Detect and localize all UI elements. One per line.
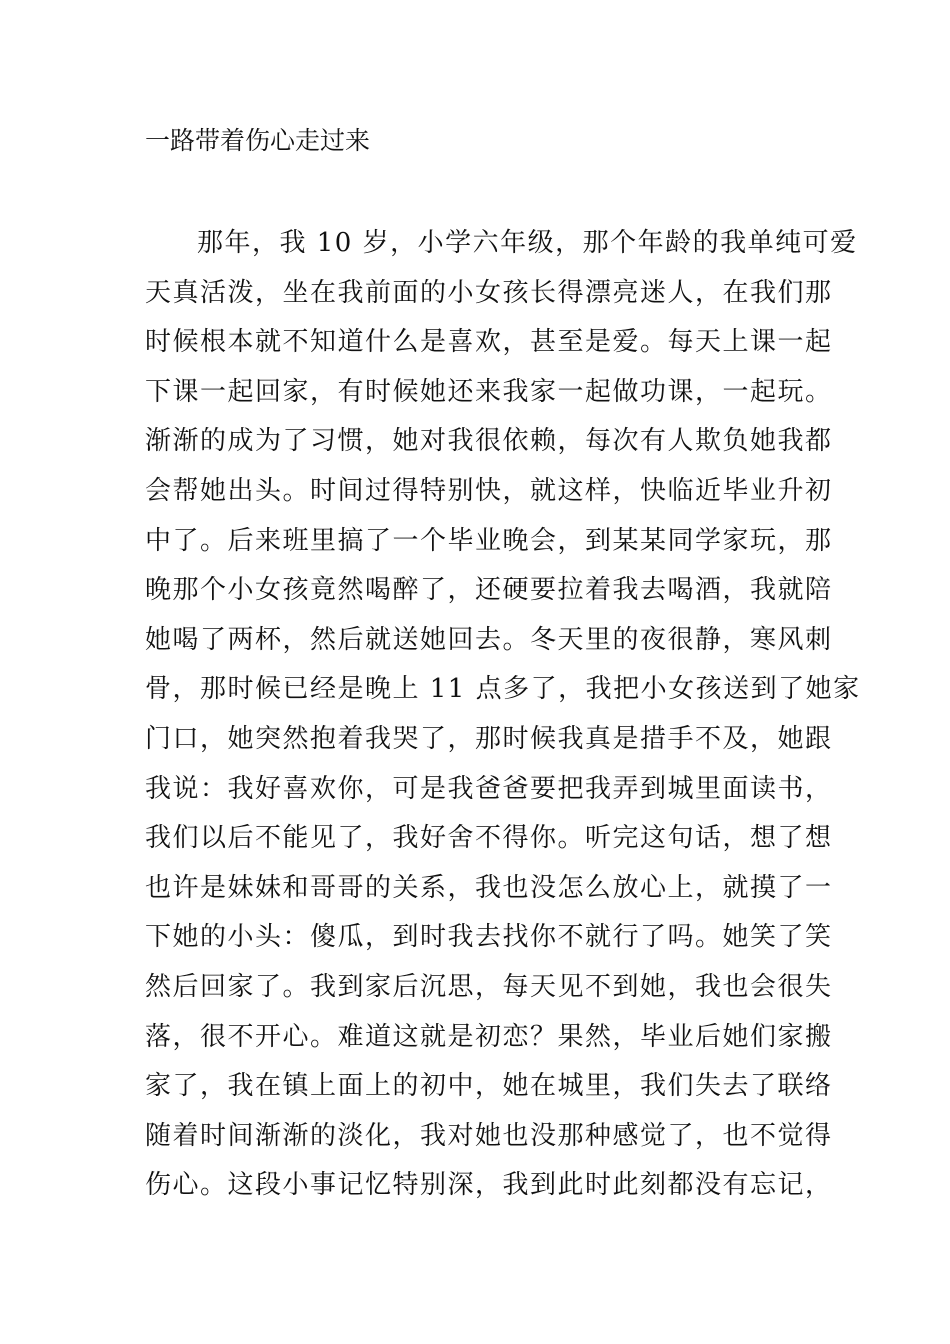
text-line: 也许是妹妹和哥哥的关系，我也没怎么放心上，就摸了一 (145, 872, 833, 903)
text-line: 家了，我在镇上面上的初中，她在城里，我们失去了联络 (145, 1071, 833, 1102)
text-line: 时候根本就不知道什么是喜欢，甚至是爱。每天上课一起 (145, 327, 833, 358)
text-line: 落，很不开心。难道这就是初恋？果然，毕业后她们家搬 (145, 1021, 833, 1052)
text-line: 晚那个小女孩竟然喝醉了，还硬要拉着我去喝酒，我就陪 (145, 575, 833, 606)
text-line: 伤心。这段小事记忆特别深，我到此时此刻都没有忘记， (145, 1170, 833, 1201)
text-line: 我们以后不能见了，我好舍不得你。听完这句话，想了想 (145, 823, 833, 854)
text-line: 骨，那时候已经是晚上 11 点多了，我把小女孩送到了她家 (145, 674, 861, 705)
text-line: 她喝了两杯，然后就送她回去。冬天里的夜很静，寒风刺 (145, 624, 833, 655)
text-line: 会帮她出头。时间过得特别快，就这样，快临近毕业升初 (145, 475, 833, 506)
text-line: 中了。后来班里搞了一个毕业晚会，到某某同学家玩，那 (145, 525, 833, 556)
text-line: 我说：我好喜欢你，可是我爸爸要把我弄到城里面读书， (145, 773, 833, 804)
text-line: 下她的小头：傻瓜，到时我去找你不就行了吗。她笑了笑 (145, 922, 833, 953)
document-body (145, 228, 861, 1220)
text-line: 门口，她突然抱着我哭了，那时候我真是措手不及，她跟 (145, 723, 833, 754)
text-line: 然后回家了。我到家后沉思，每天见不到她，我也会很失 (145, 971, 833, 1002)
text-line: 渐渐的成为了习惯，她对我很依赖，每次有人欺负她我都 (145, 426, 833, 457)
text-line: 下课一起回家，有时候她还来我家一起做功课，一起玩。 (145, 376, 833, 407)
text-line: 那年，我 10 岁，小学六年级，那个年龄的我单纯可爱 (197, 228, 858, 258)
document-title: 一路带着伤心走过来 (145, 126, 371, 155)
text-line: 随着时间渐渐的淡化，我对她也没那种感觉了，也不觉得 (145, 1120, 833, 1151)
text-line: 天真活泼，坐在我前面的小女孩长得漂亮迷人，在我们那 (145, 277, 833, 308)
